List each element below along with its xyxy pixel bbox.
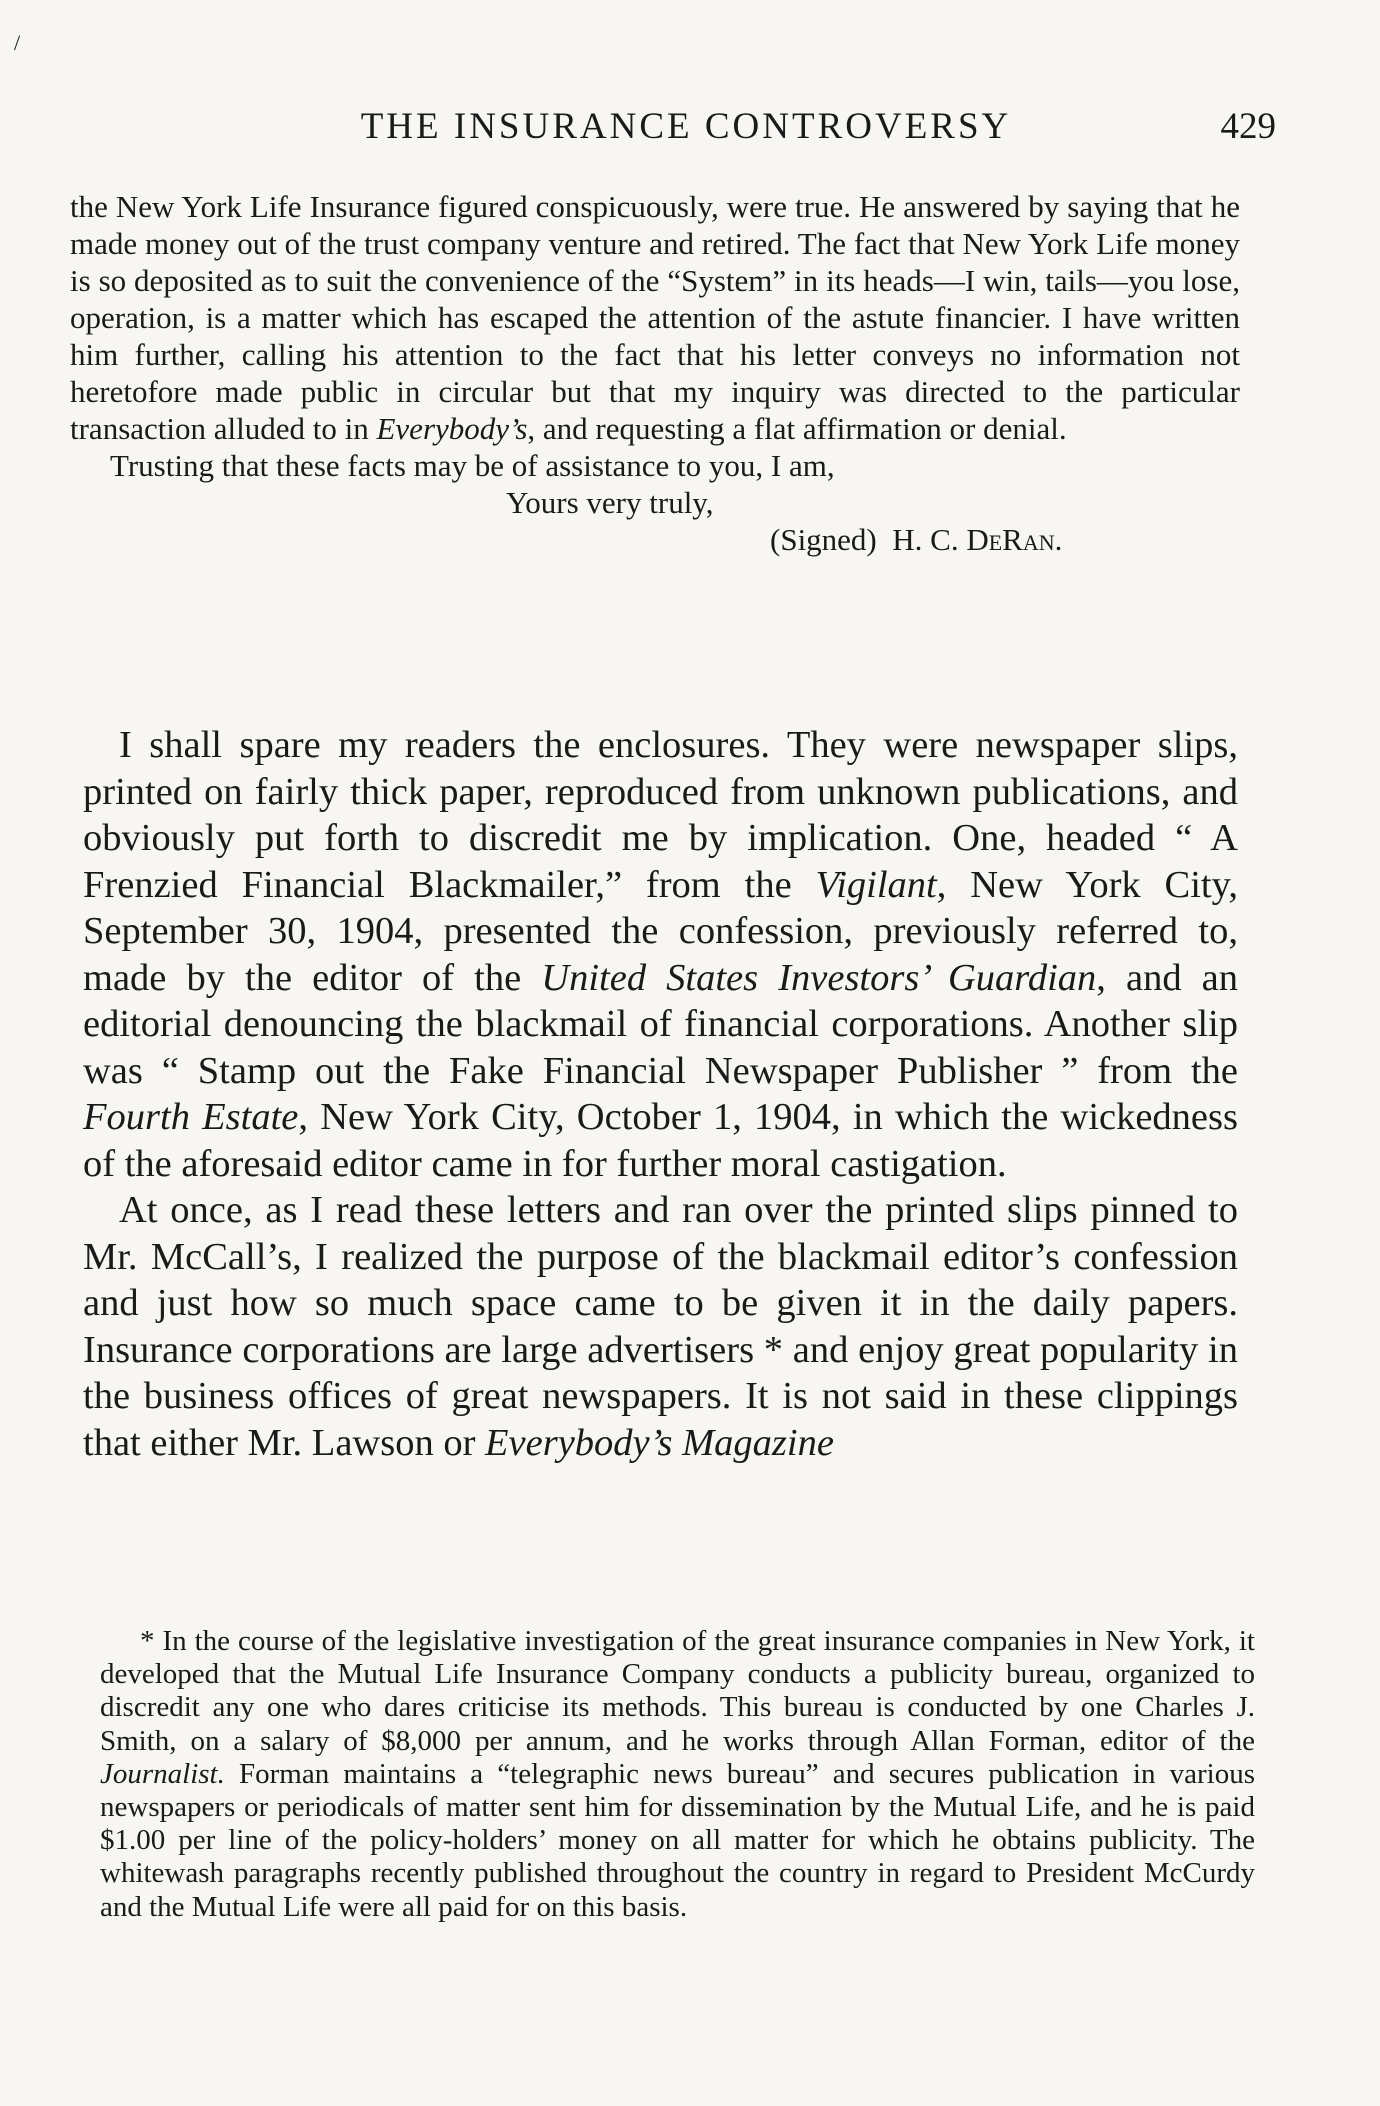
letter-valediction: Yours very truly, [506,485,714,520]
footnote [100,1625,1255,1924]
quoted-letter [70,188,1240,558]
main-text [83,722,1238,1466]
body-text-run: At once, as I read these letters and ran over the printed slips pinned to Mr. McCall’s, I realized the purpose of the blackmail editor’s confession and just how so much space came to be given it in the daily papers. Insurance corporations are large advertisers * and enjoy great popularity in the business offices of great newspapers. It is not said in these clippings that either Mr. Lawson or [83,1189,1238,1464]
page-number: 429 [1220,106,1276,147]
italic-title: Vigilant [815,863,937,906]
body-text-run: I shall spare my readers the enclosures. They were newspaper slips, printed on fairly thick paper, reproduced from unknown publications, and obviously put forth to discredit me by implication. One, headed “ A Frenzied Financial Blackmailer,” from the [83,724,1238,906]
letter-italic-title: Everybody’s [376,411,528,446]
letter-paragraph [70,188,1240,447]
body-paragraph [83,722,1238,1187]
margin-mark: / [14,30,21,55]
body-text-run: , New York City, September 30, 1904, presented the confession, previously referred to, made by the editor of the [83,863,1238,999]
italic-title: Journalist. [100,1757,225,1790]
body-text-run: , and an editorial denouncing the blackmail of financial corporations. Another slip was “ Stamp out the Fake Financial Newspaper Publisher ” from the [83,956,1238,1092]
italic-title: Everybody’s Magazine [485,1421,834,1464]
letter-signature [70,521,1240,558]
signer-name: H. C. DeRan. [892,522,1063,557]
body-text-run: , New York City, October 1, 1904, in which the wickedness of the aforesaid editor came in for further moral castigation. [83,1096,1238,1185]
letter-text: the New York Life Insurance figured conspicuously, were true. He answered by saying that he made money out of the trust company venture and retired. The fact that New York Life money is so deposited as to suit the convenience of the “System” in its heads—I win, tails—you lose, operation, is a matter which has escaped the attention of the astute financier. I have written him further, calling his attention to the fact that his letter conveys no information not heretofore made public in circular but that my inquiry was directed to the particular transaction alluded to in [70,189,1240,446]
running-head-title: THE INSURANCE CONTROVERSY [360,106,1012,147]
italic-title: Fourth Estate [83,1096,299,1138]
letter-closing: Trusting that these facts may be of assistance to you, I am, [110,448,835,483]
footnote-paragraph [100,1625,1255,1924]
footnote-text: * In the course of the legislative investigation of the great insurance companies in New York, it developed that the Mutual Life Insurance Company conducts a publicity bureau, organized to discredit any one who dares criticise its methods. This bureau is conducted by one Charles J. Smith, on a salary of $8,000 per annum, and he works through Allan Forman, editor of the [100,1625,1255,1757]
letter-text: , and requesting a flat affirmation or denial. [527,411,1067,446]
italic-title: United States Investors’ Guardian [541,956,1097,999]
signed-prefix: (Signed) [770,522,877,557]
running-head [96,105,1276,153]
body-paragraph [83,1187,1238,1466]
footnote-text: Forman maintains a “telegraphic news bureau” and secures publication in various newspapers or periodicals of matter sent him for dissemination by the Mutual Life, and he is paid $1.00 per line of the policy-holders’ money on all matter for which he obtains publicity. The whitewash paragraphs recently published throughout the country in regard to President McCurdy and the Mutual Life were all paid for on this basis. [100,1757,1255,1923]
